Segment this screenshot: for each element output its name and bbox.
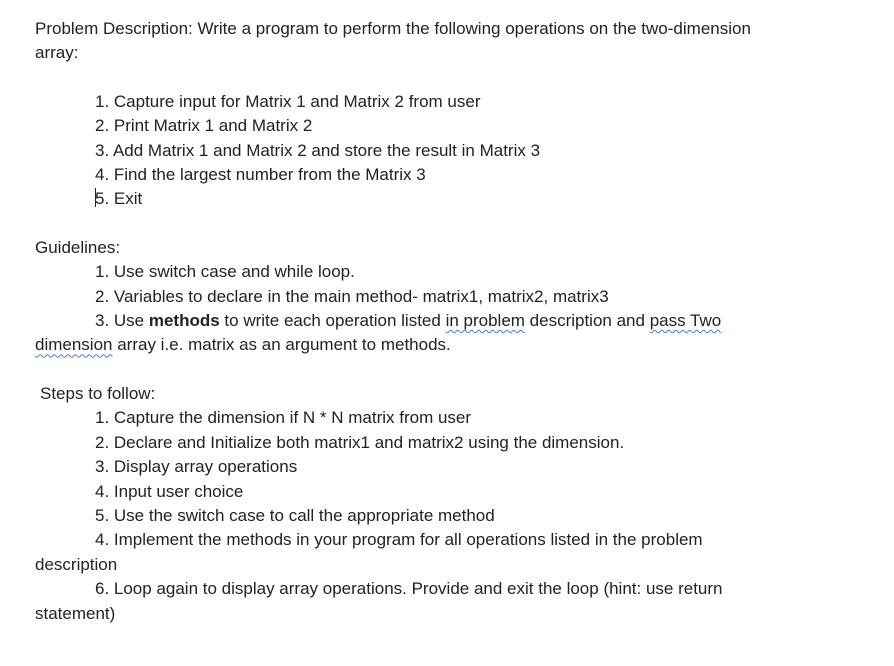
steps-heading: Steps to follow: (40, 383, 156, 403)
guideline-item-3-mid2: description and (524, 311, 650, 331)
guideline-item-3-bold: methods (148, 311, 220, 331)
step-item-4: 4. Input user choice (95, 481, 244, 501)
operations-list (35, 90, 855, 212)
spellcheck-flag-pass-two[interactable]: pass Two (649, 311, 722, 331)
guideline-item-3-continued (35, 333, 855, 357)
document-body (35, 17, 855, 626)
operation-item-5[interactable] (35, 187, 855, 211)
step-item-loop-continued: statement) (35, 603, 116, 623)
operation-item-4: 4. Find the largest number from the Matrix 3 (95, 165, 426, 185)
step-item-2: 2. Declare and Initialize both matrix1 and matrix2 using the dimension. (95, 432, 625, 452)
guidelines-section (35, 236, 855, 358)
spellcheck-flag-in-problem[interactable]: in problem (445, 311, 525, 331)
operation-item-2: 2. Print Matrix 1 and Matrix 2 (95, 116, 313, 136)
guideline-item-3-suffix: array i.e. matrix as an argument to methods. (112, 335, 451, 355)
guideline-item-3-mid: to write each operation listed (219, 311, 446, 331)
steps-section (35, 382, 855, 626)
step-item-1: 1. Capture the dimension if N * N matrix from user (95, 408, 472, 428)
operation-item-1: 1. Capture input for Matrix 1 and Matrix 2 from user (95, 91, 481, 111)
operation-item-3: 3. Add Matrix 1 and Matrix 2 and store the result in Matrix 3 (95, 140, 541, 160)
step-item-3: 3. Display array operations (95, 457, 298, 477)
operation-item-5-text: 5. Exit (95, 189, 143, 209)
guideline-item-3-prefix: 3. Use (95, 311, 149, 331)
problem-description-line1: Problem Description: Write a program to perform the following operations on the two-dimension (35, 19, 751, 38)
guideline-item-1: 1. Use switch case and while loop. (95, 262, 355, 282)
problem-description-line2: array: (35, 43, 79, 63)
step-item-implement-continued: description (35, 554, 118, 574)
guidelines-heading: Guidelines: (35, 237, 121, 257)
step-item-loop: 6. Loop again to display array operations. Provide and exit the loop (hint: use return (95, 579, 723, 599)
guideline-item-2: 2. Variables to declare in the main method- matrix1, matrix2, matrix3 (95, 286, 609, 306)
step-item-implement: 4. Implement the methods in your program for all operations listed in the problem (95, 530, 703, 550)
guideline-item-3 (35, 309, 855, 333)
step-item-5: 5. Use the switch case to call the appropriate method (95, 505, 495, 525)
spellcheck-flag-dimension[interactable]: dimension (35, 335, 113, 355)
